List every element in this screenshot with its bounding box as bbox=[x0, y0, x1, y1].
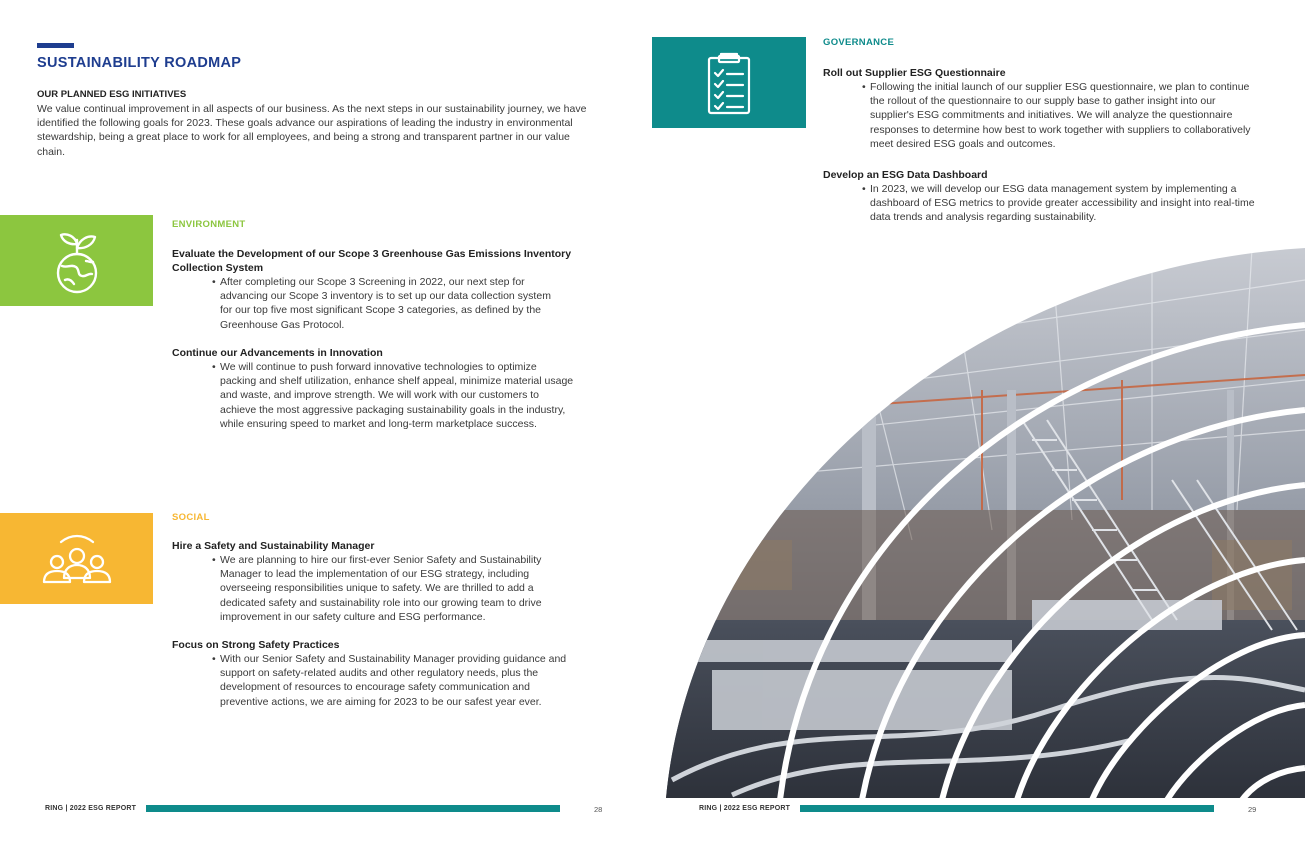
governance-item-2-title: Develop an ESG Data Dashboard bbox=[823, 169, 988, 181]
social-item-2-title: Focus on Strong Safety Practices bbox=[172, 639, 340, 651]
title-accent-bar bbox=[37, 43, 74, 48]
bullet-point: • bbox=[862, 81, 866, 93]
social-label: SOCIAL bbox=[172, 512, 210, 523]
governance-label: GOVERNANCE bbox=[823, 37, 895, 48]
bullet-point: • bbox=[862, 183, 866, 195]
governance-item-1-title: Roll out Supplier ESG Questionnaire bbox=[823, 67, 1006, 79]
footer-report-name: RING | 2022 ESG REPORT bbox=[699, 805, 791, 812]
bullet-point: • bbox=[212, 276, 216, 288]
governance-item-2-body: • In 2023, we will develop our ESG data management system by implementing a dashboard of ESG metrics to provide greater accessibility and insight into real-time data trends and analysis regarding sustainability. bbox=[862, 183, 1255, 224]
governance-item-1-body: • Following the initial launch of our supplier ESG questionnaire, we plan to continue the rollout of the questionnaire to our supply base to gather insight into our supplier's ESG commitments and initiatives. We will analyze the questionnaire responses to determine how best to work together with suppliers to collaboratively meet desired ESG goals and outcomes. bbox=[862, 81, 1251, 150]
warehouse-factory-photo bbox=[652, 240, 1305, 800]
footer-rule bbox=[800, 805, 1214, 812]
environment-item-1-title: Evaluate the Development of our Scope 3 Greenhouse Gas Emissions Inventory Collection System bbox=[172, 248, 572, 274]
environment-item-2-title: Continue our Advancements in Innovation bbox=[172, 347, 383, 359]
environment-item-2-body: • We will continue to push forward innovative technologies to optimize packing and shelf utilization, enhance shelf appeal, minimize material usage and waste, and improve strength. We will work with our customers to achieve the most aggressive packaging sustainability goals in the industry, while ensuring speed to market and long-term marketplace success. bbox=[212, 361, 574, 430]
bullet-point: • bbox=[212, 361, 216, 373]
social-item-1-title: Hire a Safety and Sustainability Manager bbox=[172, 540, 375, 552]
social-icon-panel bbox=[0, 513, 153, 604]
bullet-point: • bbox=[212, 653, 216, 665]
social-item-2-body: • With our Senior Safety and Sustainability Manager providing guidance and support on safety-related audits and other regulatory needs, plus the development of resources to encourage safety communication and preventive actions, we are aiming for 2023 to be our safest year ever. bbox=[212, 653, 567, 708]
intro-paragraph: We value continual improvement in all aspects of our business. As the next steps in our sustainability journey, we have identified the following goals for 2023. These goals advance our aspirations of leading the industry in environmental stewardship, being a great place to work for all employees, and being a strong and transparent partner in our value chain. bbox=[37, 103, 587, 158]
social-item-1-body: • We are planning to hire our first-ever Senior Safety and Sustainability Manager to lead the implementation of our ESG strategy, including overseeing responsibilities unique to safety. We are thrilled to add a dedicated safety and sustainability role into our growing team to drive improvement in our safety culture and ESG performance. bbox=[212, 554, 542, 623]
people-group-icon bbox=[39, 532, 115, 586]
page-number: 28 bbox=[594, 805, 603, 814]
bullet-point: • bbox=[212, 554, 216, 566]
planet-sprout-icon bbox=[53, 228, 101, 294]
governance-icon-panel bbox=[652, 37, 806, 128]
clipboard-checklist-icon bbox=[706, 51, 752, 115]
environment-icon-panel bbox=[0, 215, 153, 306]
page-number: 29 bbox=[1248, 805, 1257, 814]
page-title: SUSTAINABILITY ROADMAP bbox=[37, 55, 242, 71]
section-subheading: OUR PLANNED ESG INITIATIVES bbox=[37, 89, 187, 100]
footer-report-name: RING | 2022 ESG REPORT bbox=[45, 805, 137, 812]
environment-item-1-body: • After completing our Scope 3 Screening in 2022, our next step for advancing our Scope 3 inventory is to set up our data collection system for our top five most significant Scope 3 categories, as defined by the Greenhouse Gas Protocol. bbox=[212, 276, 551, 331]
footer-rule bbox=[146, 805, 560, 812]
environment-label: ENVIRONMENT bbox=[172, 219, 246, 230]
